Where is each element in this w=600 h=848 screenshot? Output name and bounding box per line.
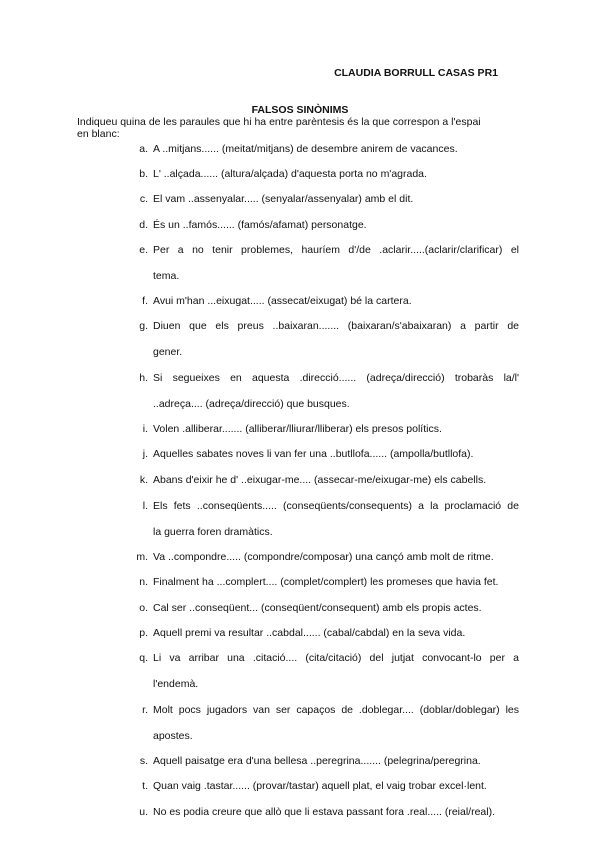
item-label: i. [142,423,148,435]
item-text: Els fets ..conseqüents..... (conseqüents/consequents) a la proclamació de [153,500,519,512]
item-label: s. [139,755,148,767]
item-text: Va ..compondre..... (compondre/composar) una cançó amb molt de ritme. [153,551,494,563]
item-label: u. [139,806,148,818]
item-text: apostes. [153,730,193,742]
item-label: p. [139,627,148,639]
item-label: f. [142,295,148,307]
instructions [77,117,527,140]
item-text: tema. [153,270,180,282]
item-text: Avui m'han ...eixugat..... (assecat/eixugat) bé la cartera. [153,295,412,307]
item-label: q. [139,652,148,664]
item-text: Aquelles sabates noves li van fer una ..butllofa...... (ampolla/butllofa). [153,448,474,460]
item-text: l'endemà. [153,678,199,690]
item-label: b. [139,168,148,180]
item-text: És un ..famós...... (famós/afamat) personatge. [153,219,367,231]
item-label: e. [139,244,148,256]
item-label: j. [142,448,148,460]
item-text: Molt pocs jugadors van ser capaços de .doblegar.... (doblar/doblegar) les [153,704,519,716]
item-text: Aquell paisatge era d'una bellesa ..peregrina....... (pelegrina/peregrina. [153,755,481,767]
item-text: Aquell premi va resultar ..cabdal...... (cabal/cabdal) en la seva vida. [153,627,466,639]
item-label: a. [139,143,148,155]
item-text: la guerra foren dramàtics. [153,526,273,538]
item-text: Cal ser ..conseqüent... (conseqüent/consequent) amb els propis actes. [153,602,482,614]
instructions-line-1: Indiqueu quina de les paraules que hi ha entre parèntesis és la que correspon a l'espai [77,116,481,128]
item-text: Finalment ha ...complert.... (complet/complert) les promeses que havia fet. [153,576,499,588]
item-text: Quan vaig .tastar...... (provar/tastar) aquell plat, el vaig trobar excel·lent. [153,780,487,792]
item-text: A ..mitjans...... (meitat/mitjans) de desembre anirem de vacances. [153,143,458,155]
author-name: CLAUDIA BORRULL CASAS PR1 [334,67,498,79]
item-label: t. [142,780,148,792]
item-label: l. [142,500,148,512]
item-label: o. [139,602,148,614]
item-text: El vam ..assenyalar..... (senyalar/assenyalar) amb el dit. [153,193,414,205]
item-text: L' ..alçada...... (altura/alçada) d'aquesta porta no m'agrada. [153,168,427,180]
item-text: ..adreça.... (adreça/direcció) que busques. [153,398,350,410]
item-label: c. [139,193,148,205]
item-text: Li va arribar una .citació.... (cita/citació) del jutjat convocant-lo per a [153,652,519,664]
instructions-line-2: en blanc: [77,127,120,140]
item-text: No es podia creure que allò que li estava passant fora .real..... (reial/real). [153,806,496,818]
item-label: r. [142,704,148,716]
item-text: Diuen que els preus ..baixaran....... (baixaran/s'abaixaran) a partir de [153,320,519,332]
item-text: Per a no tenir problemes, hauríem d'/de .aclarir.....(aclarir/clarificar) el [153,244,519,256]
item-label: m. [136,551,148,563]
item-label: h. [139,372,148,384]
item-label: d. [139,219,148,231]
page-title: FALSOS SINÒNIMS [251,104,349,116]
item-text: gener. [153,346,183,358]
item-label: n. [139,576,148,588]
item-label: g. [139,320,148,332]
item-text: Abans d'eixir he d' ..eixugar-me.... (assecar-me/eixugar-me) els cabells. [153,474,487,486]
item-text: Si segueixes en aquesta .direcció...... (adreça/direcció) trobaràs la/l' [153,372,519,384]
item-label: k. [139,474,148,486]
item-text: Volen .alliberar....... (alliberar/lliurar/lliberar) els presos polítics. [153,423,442,435]
